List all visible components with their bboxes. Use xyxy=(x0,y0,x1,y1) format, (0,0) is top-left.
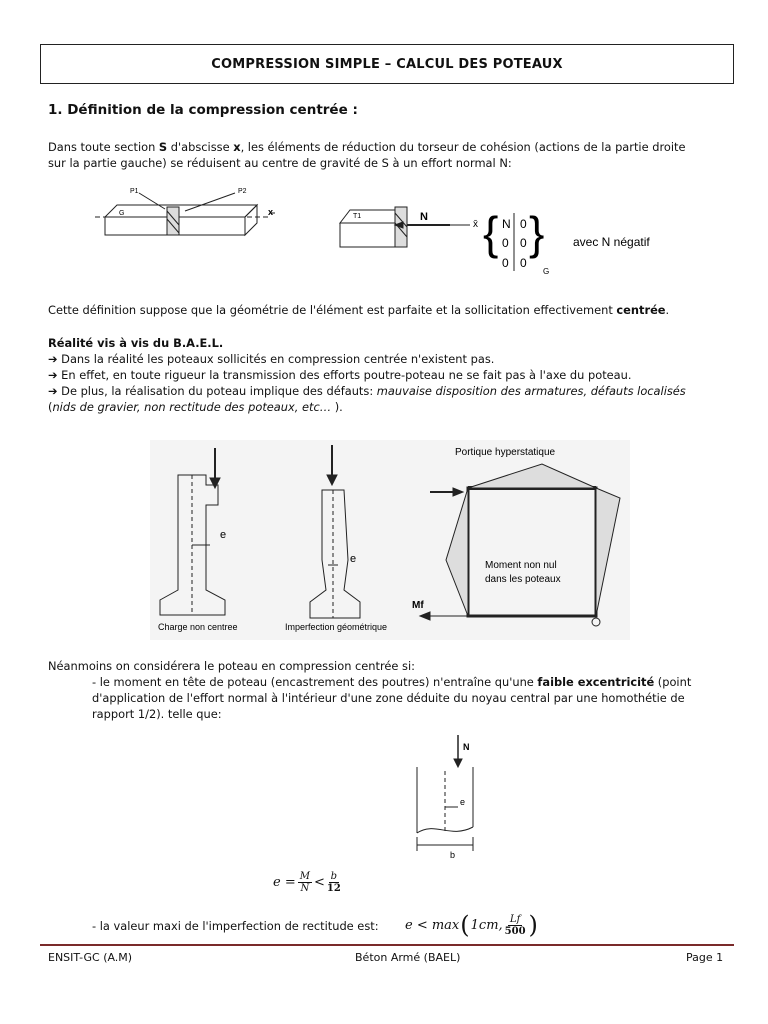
footer-divider xyxy=(40,944,734,946)
p2-label: P2 xyxy=(238,188,247,195)
imperfection-formula: e < max ( 1cm, $\frac{Lf}{500}$ ) xyxy=(405,911,538,939)
page-number: Page 1 xyxy=(686,951,724,964)
bullet-item: ➔ En effet, en toute rigueur la transmission des efforts poutre-poteau ne se fait pas à l'axe du poteau. xyxy=(48,368,632,382)
footer-left: ENSIT-GC (A.M) xyxy=(48,951,133,964)
section-heading: 1. Définition de la compression centrée : xyxy=(48,102,358,118)
arrow-icon: ➔ xyxy=(48,384,62,398)
n-label: N xyxy=(420,211,428,223)
definition-text: Cette définition suppose que la géométrie de l'élément est parfaite et la sollicitation effectivement centrée. xyxy=(48,303,670,317)
intro-paragraph: Dans toute section S d'abscisse x, les éléments de réduction du torseur de cohésion (actions de la partie droite sur la partie gauche) se réduisent au centre de gravité de S à un effort normal N: xyxy=(48,140,686,170)
fraction: $\frac{M}{N}$ xyxy=(299,871,310,894)
torseur-figure xyxy=(95,185,695,280)
n-label: N xyxy=(463,742,470,752)
eccentricity-label: e xyxy=(220,529,227,541)
moment-label-1: Moment non nul xyxy=(485,560,557,571)
bullet-item: ➔ Dans la réalité les poteaux sollicités en compression centrée n'existent pas. xyxy=(48,352,495,366)
g-subscript: G xyxy=(543,267,550,276)
right-brace: } xyxy=(529,207,545,259)
matrix-cell: 0 xyxy=(520,256,527,270)
eccentricity-label: e xyxy=(350,553,357,565)
x-label: x xyxy=(268,207,274,217)
reality-bullets xyxy=(48,351,738,415)
fraction: $\frac{Lf}{500}$ xyxy=(504,913,526,937)
xvec-label: x̄ xyxy=(473,219,478,230)
nevertheless-text: Néanmoins on considérera le poteau en compression centrée si: xyxy=(48,659,415,673)
column-defects-figure xyxy=(150,440,630,640)
matrix-cell: 0 xyxy=(502,256,509,270)
bullet-item: ➔ De plus, la réalisation du poteau implique des défauts: mauvaise disposition des armatures, défauts localisés xyxy=(48,384,686,398)
p1-label: P1 xyxy=(130,188,139,195)
condition-2: - la valeur maxi de l'imperfection de rectitude est: xyxy=(92,919,379,933)
left-brace: { xyxy=(483,207,499,259)
matrix-cell: 0 xyxy=(502,236,509,250)
caption-imperfection: Imperfection géométrique xyxy=(285,622,388,632)
eccentric-column-figure xyxy=(405,735,495,865)
portique-label: Portique hyperstatique xyxy=(455,447,556,458)
n-negative-note: avec N négatif xyxy=(573,235,650,249)
t1-label: T1 xyxy=(353,213,362,220)
condition-1: - le moment en tête de poteau (encastrement des poutres) n'entraîne qu'une faible excentricité (point d'application de l'effort normal à l'intérieur d'une zone déduite du noyau central par une homothétie de rapport 1/2). telle que: xyxy=(92,675,692,721)
mf-label: Mf xyxy=(412,600,424,611)
fraction: $\frac{b}{12}$ xyxy=(326,871,341,894)
matrix-cell: 0 xyxy=(520,236,527,250)
b-label: b xyxy=(450,850,456,860)
e-label: e xyxy=(460,797,466,807)
arrow-icon: ➔ xyxy=(48,352,62,366)
g-label: G xyxy=(119,210,125,217)
moment-label-2: dans les poteaux xyxy=(485,574,561,585)
page-title: COMPRESSION SIMPLE – CALCUL DES POTEAUX xyxy=(40,44,734,84)
matrix-cell: 0 xyxy=(520,217,527,231)
arrow-icon: ➔ xyxy=(48,368,62,382)
footer-center: Béton Armé (BAEL) xyxy=(355,951,461,964)
caption-load: Charge non centree xyxy=(158,622,238,632)
bullet-item: (nids de gravier, non rectitude des poteaux, etc… ). xyxy=(48,400,343,414)
eccentricity-formula: e = $\frac{M}{N}$ < $\frac{b}{12}$ xyxy=(273,871,341,894)
reality-heading: Réalité vis à vis du B.A.E.L. xyxy=(48,336,224,350)
matrix-cell: N xyxy=(502,217,511,231)
